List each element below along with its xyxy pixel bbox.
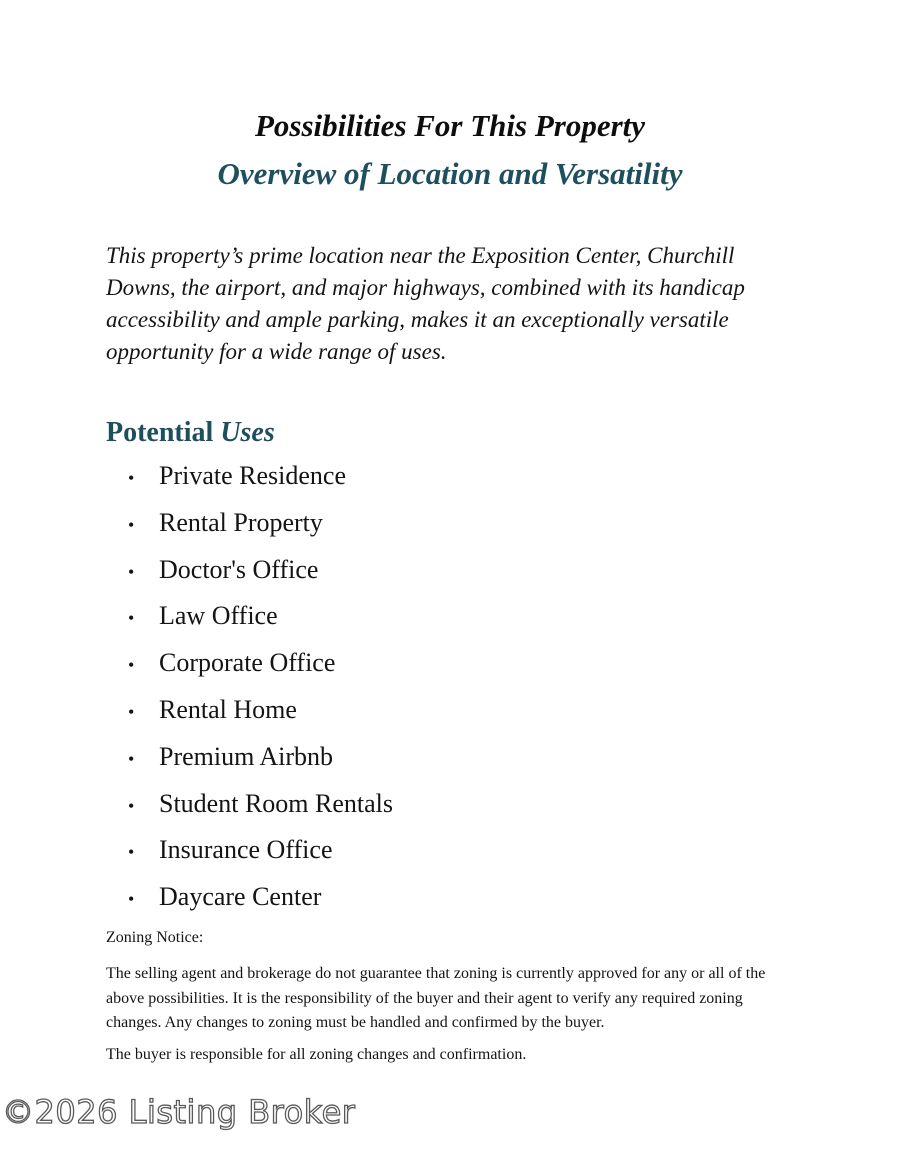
bullet-icon: • [128,561,135,582]
page-subtitle: Overview of Location and Versatility [217,156,683,191]
list-item [128,503,393,550]
bullet-icon: • [128,514,135,535]
bullet-icon: • [128,608,135,629]
bullet-icon: • [128,701,135,722]
list-item-label: Insurance Office [159,835,333,865]
list-item [128,456,393,503]
list-item [128,596,393,643]
page-title: Possibilities For This Property [254,108,646,143]
list-item [128,830,393,877]
list-item-label: Rental Property [159,507,323,537]
list-item-label: Premium Airbnb [159,741,334,771]
list-item [128,737,393,784]
list-item [128,877,393,924]
uses-heading-prefix: Potential [106,417,221,448]
intro-paragraph: This property’s prime location near the Exposition Center, Churchill Downs, the airport, and major highways, combined with its handicap accessibility and ample parking, makes it an exceptionally versatile opportunity for a wide range of uses. [106,243,745,364]
zoning-notice-body: The selling agent and brokerage do not guarantee that zoning is currently approved for any or all of the above possibilities. It is the responsibility of the buyer and their agent to verify any required zoning changes. Any changes to zoning must be handled and confirmed by the buyer. [106,965,766,1031]
uses-heading [106,414,275,452]
list-item-label: Law Office [159,601,278,631]
list-item [128,643,393,690]
bullet-icon: • [128,842,135,863]
uses-heading-emphasis: Uses [220,417,275,448]
zoning-notice-final: The buyer is responsible for all zoning changes and confirmation. [106,1046,527,1063]
list-item [128,690,393,737]
list-item [128,784,393,831]
list-item-label: Private Residence [159,461,346,490]
list-item [128,550,393,597]
list-item-label: Corporate Office [159,648,336,678]
bullet-icon: • [128,795,135,816]
bullet-icon: • [128,889,135,910]
uses-list [128,456,393,924]
bullet-icon: • [128,655,135,676]
copyright-watermark: ©2026 Listing Broker [2,1093,356,1131]
zoning-notice-label: Zoning Notice: [106,929,204,946]
list-item-label: Student Room Rentals [159,788,393,818]
list-item-label: Rental Home [159,694,297,724]
bullet-icon: • [128,468,135,488]
bullet-icon: • [128,748,135,769]
list-item-label: Doctor's Office [159,554,319,584]
list-item-label: Daycare Center [159,882,322,912]
